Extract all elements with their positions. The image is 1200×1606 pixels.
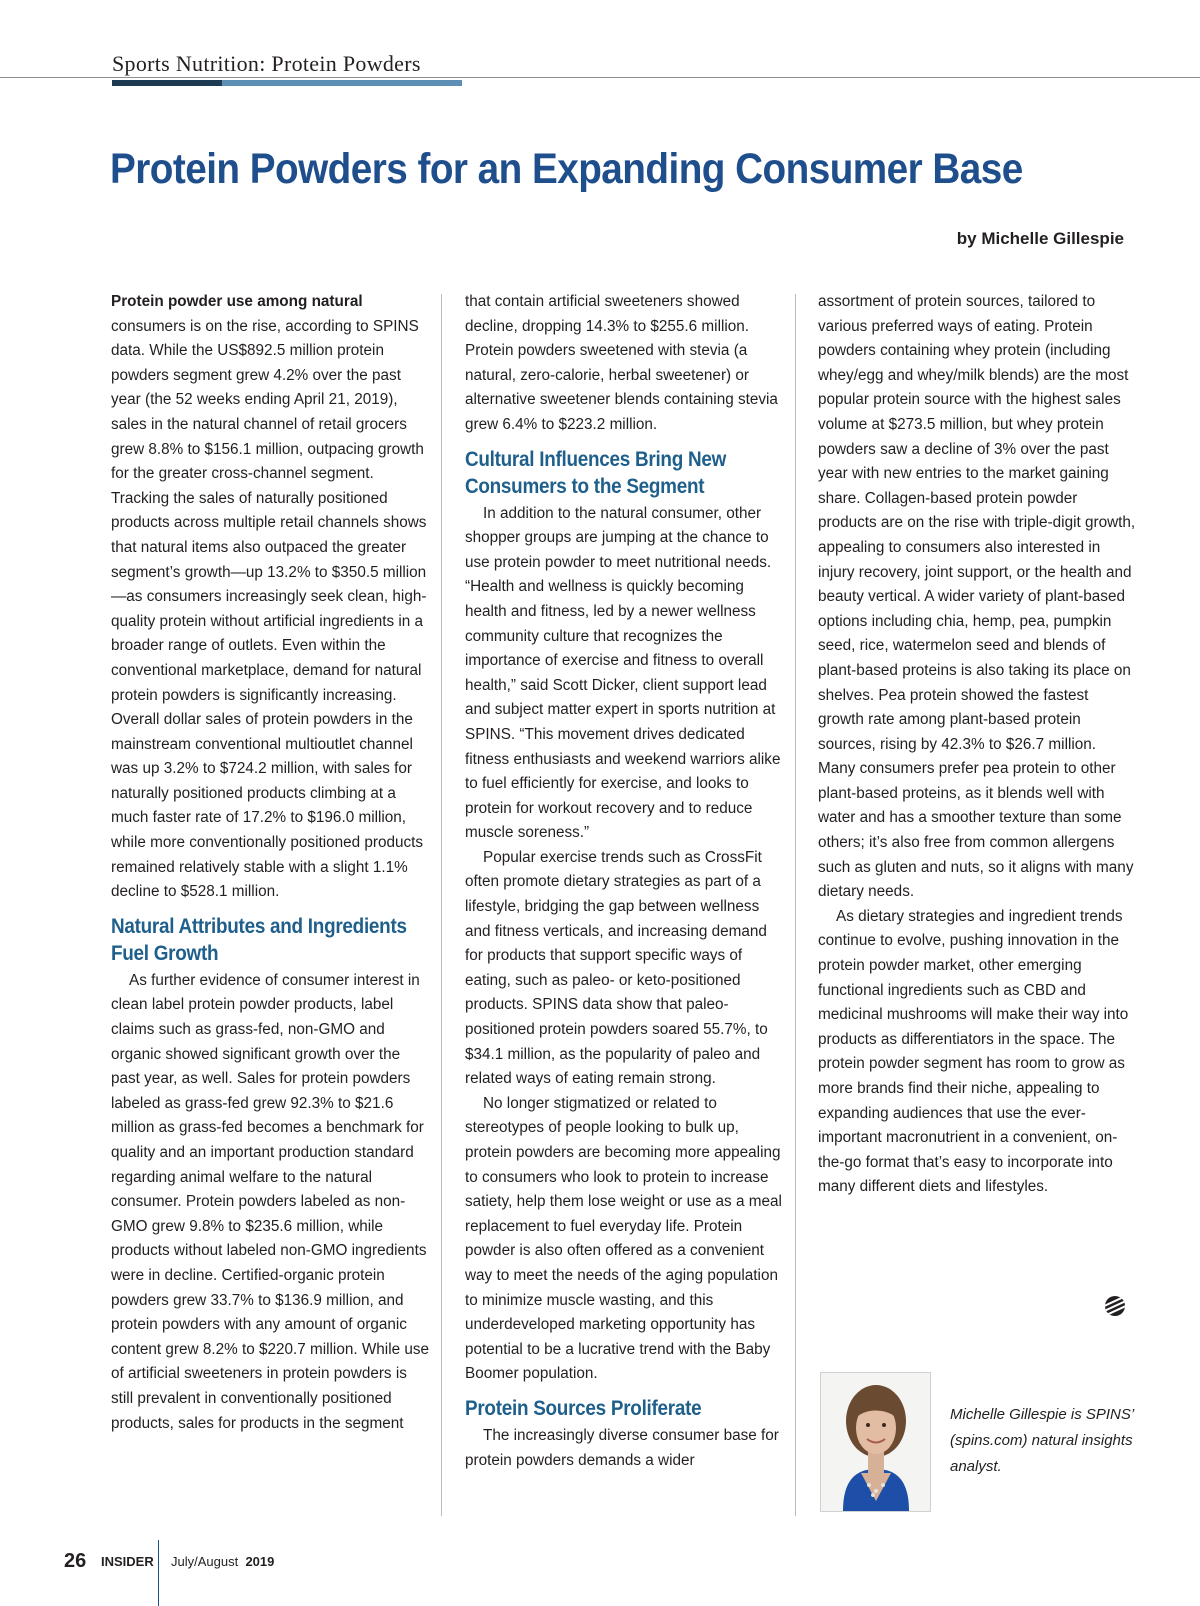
paragraph: Popular exercise trends such as CrossFit often promote dietary strategies as part of a lifestyle, bridging the gap between wellness and fitness verticals, and increasing demand for products that support specific ways of eating, such as paleo- or keto-positioned products. SPINS data show that paleo-positioned protein powders soared 55.7%, to $34.1 million, as the popularity of paleo and related ways of eating remain strong.	[465, 848, 768, 1088]
paragraph: No longer stigmatized or related to stereotypes of people looking to bulk up, protein powders are becoming more appealing to consumers who look to protein to increase satiety, help them lose weight or use as a meal replacement to fuel everyday life. Protein powder is also often offered as a convenient way to meet the needs of the aging population to minimize muscle wasting, and this underdeveloped marketing opportunity has potential to be a lucrative trend with the Baby Boomer population.	[465, 1094, 782, 1383]
article-column-3	[818, 290, 1136, 1200]
author-photo	[820, 1372, 931, 1512]
issue-date	[171, 1554, 274, 1569]
byline: by Michelle Gillespie	[956, 229, 1124, 248]
paragraph: assortment of protein sources, tailored to various preferred ways of eating. Protein powders containing whey protein (including whey/egg and whey/milk blends) are the most popular protein source with the highest sales volume at $273.5 million, but whey protein powders saw a decline of 3% over the past year with new entries to the market gaining share. Collagen-based protein powder products are on the rise with triple-digit growth, appealing to consumers also interested in injury recovery, joint support, or the health and beauty vertical. A wider variety of plant-based options including chia, hemp, pea, pumpkin seed, rice, watermelon seed and blends of plant-based proteins is also taking its place on shelves. Pea protein showed the fastest growth rate among plant-based protein sources, rising by 42.3% to $26.7 million. Many consumers prefer pea protein to other plant-based proteins, as it blends well with water and has a smoother texture than some others; it’s also free from common allergens such as gluten and nuts, so it aligns with many dietary needs.	[818, 293, 1136, 901]
article-title: Protein Powders for an Expanding Consumer Base	[110, 145, 1023, 193]
subheading: Natural Attributes and Ingredients Fuel Growth	[111, 914, 407, 965]
author-bio: Michelle Gillespie is SPINS’ (spins.com) natural insights analyst.	[950, 1406, 1134, 1475]
paragraph	[111, 290, 429, 905]
header-rule	[0, 77, 1200, 78]
article-column-2	[465, 290, 783, 1473]
header-accent-light	[222, 80, 462, 86]
footer-rule	[158, 1540, 159, 1606]
magazine-name: INSIDER	[101, 1554, 154, 1569]
issue-year: 2019	[245, 1554, 275, 1569]
paragraph-text: consumers is on the rise, according to SPINS data. While the US$892.5 million protein powders segment grew 4.2% over the past year (the 52 weeks ending April 21, 2019), sales in the natural channel of retail grocers grew 8.8% to $156.1 million, outpacing growth for the greater cross-channel segment. Tracking the sales of naturally positioned products across multiple retail channels shows that natural items also outpaced the greater segment’s growth—up 13.2% to $350.5 million—as consumers increasingly seek clean, high-quality protein without artificial ingredients in a broader range of outlets. Even within the conventional marketplace, demand for natural protein powders is significantly increasing. Overall dollar sales of protein powders in the mainstream conventional multioutlet channel was up 3.2% to $724.2 million, with sales for naturally positioned products climbing at a much faster rate of 17.2% to $196.0 million, while more conventionally positioned products remained relatively stable with a slight 1.1% decline to $528.1 million.	[111, 317, 427, 901]
page-number: 26	[64, 1550, 87, 1572]
paragraph: The increasingly diverse consumer base for protein powders demands a wider	[465, 1426, 779, 1469]
striped-sphere-icon	[1105, 1296, 1125, 1316]
article-column-1	[111, 290, 429, 1436]
column-divider	[441, 294, 442, 1516]
paragraph: that contain artificial sweeteners showed decline, dropping 14.3% to $255.6 million. Protein powders sweetened with stevia (a natural, zero-calorie, herbal sweetener) or alternative sweetener blends containing stevia grew 6.4% to $223.2 million.	[465, 293, 778, 433]
paragraph: In addition to the natural consumer, other shopper groups are jumping at the chance to use protein powder to meet nutritional needs. “Health and wellness is quickly becoming health and fitness, led by a newer wellness community culture that recognizes the importance of exercise and fitness to overall health,” said Scott Dicker, client support lead and subject matter expert in sports nutrition at SPINS. “This movement drives dedicated fitness enthusiasts and weekend warriors alike to fuel efficiently for exercise, and looks to protein for workout recovery and to reduce muscle soreness.”	[465, 504, 781, 842]
paragraph: As dietary strategies and ingredient trends continue to evolve, pushing innovation in the protein powder market, other emerging functional ingredients such as CBD and medicinal mushrooms will make their way into products as differentiators in the space. The protein powder segment has room to grow as more brands find their niche, appealing to expanding audiences that use the ever-important macronutrient in a convenient, on-the-go format that’s easy to incorporate into many different diets and lifestyles.	[818, 907, 1129, 1196]
header-accent-dark	[112, 80, 222, 86]
paragraph: As further evidence of consumer interest in clean label protein powder products, label claims such as grass-fed, non-GMO and organic showed significant growth over the past year, as well. Sales for protein powders labeled as grass-fed grew 92.3% to $21.6 million as grass-fed becomes a benchmark for quality and an important production standard regarding animal welfare to the natural consumer. Protein powders labeled as non-GMO grew 9.8% to $235.6 million, while products without labeled non-GMO ingredients were in decline. Certified-organic protein powders grew 33.7% to $136.9 million, and protein powders with any amount of organic content grew 8.2% to $220.7 million. While use of artificial sweeteners in protein powders is still prevalent in conventionally positioned products, sales for products in the segment	[111, 971, 430, 1432]
lead-in: Protein powder use among natural	[111, 293, 363, 310]
issue-month: July/August	[171, 1554, 239, 1569]
section-label: Sports Nutrition: Protein Powders	[112, 51, 421, 76]
subheading: Protein Sources Proliferate	[465, 1396, 702, 1420]
column-divider	[795, 294, 796, 1516]
subheading: Cultural Influences Bring New Consumers to the Segment	[465, 447, 727, 498]
